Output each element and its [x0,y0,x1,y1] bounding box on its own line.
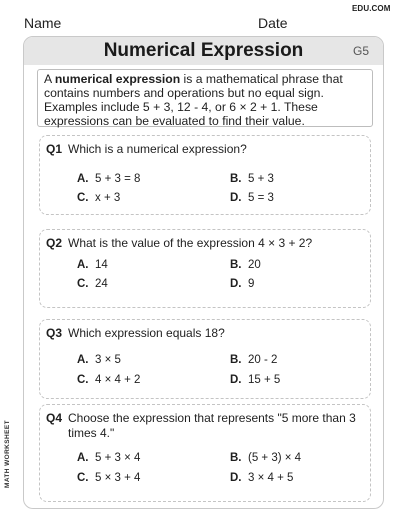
date-label: Date [258,15,288,31]
question-text: What is the value of the expression 4 × 3 + 2? [68,236,313,250]
definition-line-3: Examples include 5 + 3, 12 - 4, or 6 × 2 + 1. These [44,100,318,114]
question-card-4: Q4 Choose the expression that represents "5 more than 3 times 4." A. 5 + 3 × 4 B. (5 + 3) × 4 C. 5 × 3 + 4 D. 3 × 4 + 5 [39,404,371,502]
worksheet-panel [23,36,384,509]
worksheet-title: Numerical Expression [103,40,304,61]
brand-logo: EDU.COM [352,4,391,13]
question-text: Which expression equals 18? [68,326,225,340]
definition-line-2: contains numbers and operations but no equal sign. [44,86,324,100]
question-number: Q3 [46,326,63,340]
question-card-2: Q2 What is the value of the expression 4 × 3 + 2? A. 14 B. 20 C. 24 D. 9 [39,229,371,308]
question-card-1: Q1 Which is a numerical expression? A. 5 + 3 = 8 B. 5 + 3 C. x + 3 D. 5 = 3 [39,135,371,215]
question-number: Q2 [46,236,63,250]
question-text: Choose the expression that represents "5 more than 3 times 4." [68,411,356,440]
grade-badge: G5 [352,44,369,58]
title-bar [24,37,383,65]
question-text: Which is a numerical expression? [68,142,247,156]
definition-term: numerical expression [54,72,181,86]
side-label: MATH WORKSHEET [4,420,11,488]
definition-line-1: A numerical expression is a mathematical phrase that [44,72,343,86]
name-label: Name [24,15,62,31]
question-number: Q1 [46,142,63,156]
definition-line-4: expressions can be evaluated to find their value. [44,114,305,128]
question-number: Q4 [46,411,63,425]
definition-box [37,69,373,127]
question-card-3: Q3 Which expression equals 18? A. 3 × 5 B. 20 - 2 C. 4 × 4 + 2 D. 15 + 5 [39,319,371,399]
